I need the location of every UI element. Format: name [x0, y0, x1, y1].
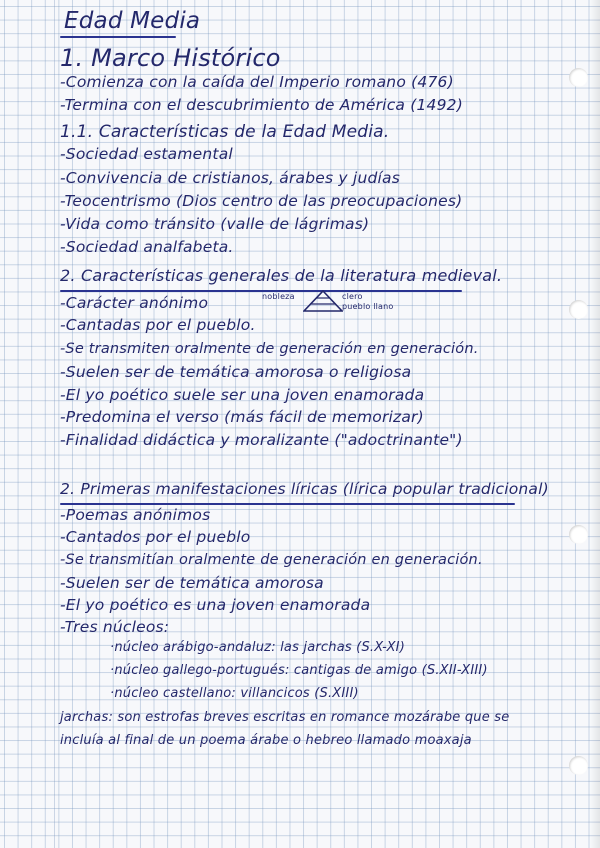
list-item: -Comienza con la caída del Imperio romano (476) — [60, 73, 454, 91]
list-item: -El yo poético es una joven enamorada — [60, 596, 371, 614]
list-item: -Convivencia de cristianos, árabes y judías — [60, 169, 400, 187]
list-item: -El yo poético suele ser una joven enamorada — [60, 386, 425, 404]
list-item: -Cantadas por el pueblo. — [60, 316, 256, 334]
list-item: -Sociedad analfabeta. — [60, 238, 234, 256]
list-item: -Carácter anónimo — [60, 294, 209, 312]
nucleo-item: ·núcleo castellano: villancicos (S.XIII) — [110, 686, 359, 701]
page-edge — [590, 0, 600, 848]
pyramid-label-clero: clero — [342, 292, 363, 301]
list-item: -Finalidad didáctica y moralizante ("adoctrinante") — [60, 431, 463, 449]
list-item: -Tres núcleos: — [60, 618, 170, 636]
page-title: Edad Media — [64, 8, 201, 34]
pyramid-label-nobleza: nobleza — [262, 292, 295, 301]
jarchas-note-line: jarchas: son estrofas breves escritas en romance mozárabe que se — [60, 710, 510, 725]
section-heading-literatura-medieval: 2. Características generales de la literatura medieval. — [60, 266, 503, 285]
binder-hole — [569, 300, 588, 319]
section-heading-caracteristicas-edad-media: 1.1. Características de la Edad Media. — [60, 122, 390, 142]
margin-line — [54, 0, 55, 848]
section-heading-primeras-manifestaciones: 2. Primeras manifestaciones líricas (lírica popular tradicional) — [60, 480, 549, 498]
list-item: -Suelen ser de temática amorosa — [60, 574, 324, 592]
nucleo-item: ·núcleo gallego-portugués: cantigas de amigo (S.XII-XIII) — [110, 663, 488, 678]
list-item: -Termina con el descubrimiento de América (1492) — [60, 96, 463, 114]
list-item: -Se transmitían oralmente de generación en generación. — [60, 552, 483, 568]
title-underline — [60, 36, 176, 38]
list-item: -Cantados por el pueblo — [60, 528, 251, 546]
jarchas-note-line: incluía al final de un poema árabe o hebreo llamado moaxaja — [60, 733, 472, 748]
list-item: -Se transmiten oralmente de generación en generación. — [60, 341, 479, 357]
section-underline — [60, 290, 462, 292]
binder-hole — [569, 756, 588, 775]
list-item: -Suelen ser de temática amorosa o religiosa — [60, 363, 412, 381]
binder-hole — [569, 68, 588, 87]
list-item: -Predomina el verso (más fácil de memorizar) — [60, 408, 424, 426]
list-item: -Sociedad estamental — [60, 145, 233, 163]
pyramid-label-pueblo: pueblo llano — [342, 302, 394, 311]
binder-hole — [569, 525, 588, 544]
section-underline — [60, 503, 515, 505]
nucleo-item: ·núcleo arábigo-andaluz: las jarchas (S.X-XI) — [110, 640, 405, 655]
social-pyramid-icon — [303, 290, 343, 312]
section-heading-marco-historico: 1. Marco Histórico — [60, 44, 281, 72]
list-item: -Vida como tránsito (valle de lágrimas) — [60, 215, 370, 233]
list-item: -Teocentrismo (Dios centro de las preocupaciones) — [60, 192, 463, 210]
list-item: -Poemas anónimos — [60, 506, 211, 524]
